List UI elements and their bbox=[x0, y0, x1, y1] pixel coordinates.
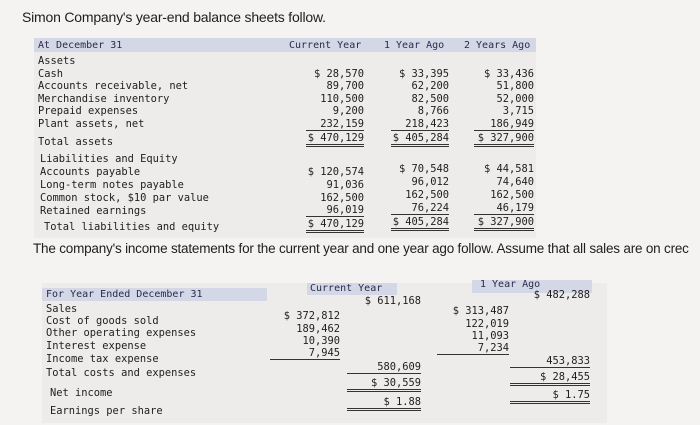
eps-label: Earnings per share bbox=[50, 405, 163, 417]
cost-current: $ 372,812 bbox=[283, 310, 340, 322]
cell-one-year: 218,423 bbox=[391, 118, 449, 131]
sales-prior: $ 482,288 bbox=[533, 289, 590, 301]
total-assets-current: $ 470,129 bbox=[306, 132, 364, 147]
header-current-year: Current Year bbox=[310, 283, 383, 294]
income-statement-table bbox=[42, 279, 607, 423]
cell-two-years: 52,000 bbox=[496, 93, 534, 105]
net-income-label: Net income bbox=[50, 387, 113, 399]
row-label: Income tax expense bbox=[46, 353, 159, 365]
assets-heading: Assets bbox=[38, 55, 76, 67]
cell-current: 232,159 bbox=[306, 118, 364, 131]
cell-current: 91,036 bbox=[326, 179, 364, 191]
cell-current: 110,500 bbox=[320, 93, 364, 105]
intro-text: Simon Company's year-end balance sheets follow. bbox=[22, 9, 326, 25]
total-costs-label: Total costs and expenses bbox=[46, 367, 197, 379]
cell-two-years: $ 33,436 bbox=[483, 68, 534, 80]
total-assets-one-year: $ 405,284 bbox=[391, 132, 449, 147]
row-label: Common stock, $10 par value bbox=[40, 192, 209, 204]
cell-current: 9,200 bbox=[332, 105, 364, 117]
cell-current: $ 120,574 bbox=[307, 166, 364, 178]
cell-current: 89,700 bbox=[326, 80, 364, 92]
cell-current: 96,019 bbox=[306, 204, 364, 217]
cell-one-year: 96,012 bbox=[411, 176, 449, 188]
net-income-current: $ 30,559 bbox=[347, 377, 421, 392]
total-costs-current: 580,609 bbox=[347, 361, 421, 374]
row-label: Interest expense bbox=[46, 340, 147, 352]
cell-two-years: 46,179 bbox=[474, 202, 534, 215]
balance-sheet-table bbox=[34, 38, 536, 238]
row-label: Long-term notes payable bbox=[40, 179, 184, 191]
cost-current: 10,390 bbox=[302, 335, 340, 347]
cost-prior: $ 313,487 bbox=[452, 305, 509, 317]
row-label: Accounts payable bbox=[40, 166, 141, 178]
net-income-prior: $ 28,455 bbox=[510, 371, 590, 386]
eps-current: $ 1.88 bbox=[347, 396, 421, 411]
total-assets-label: Total assets bbox=[38, 136, 114, 148]
sales-current: $ 611,168 bbox=[364, 295, 421, 307]
header-for-year-ended: For Year Ended December 31 bbox=[46, 289, 203, 300]
row-label: Cost of goods sold bbox=[46, 315, 159, 327]
row-label: Retained earnings bbox=[40, 205, 147, 217]
cell-one-year: 62,200 bbox=[411, 80, 449, 92]
cell-two-years: 3,715 bbox=[502, 105, 534, 117]
income-intro-text: The company's income statements for the current year and one year ago follow. Assume that all sales are on crec bbox=[33, 241, 689, 256]
header-one-year-ago: 1 Year Ago bbox=[480, 279, 541, 290]
total-liabilities-current: $ 470,129 bbox=[306, 218, 364, 233]
cost-current: 189,462 bbox=[296, 323, 340, 335]
cell-one-year: 8,766 bbox=[417, 105, 449, 117]
cell-one-year: 76,224 bbox=[391, 202, 449, 215]
header-current-year: Current Year bbox=[289, 40, 362, 51]
cost-prior: 7,234 bbox=[437, 342, 509, 355]
cell-two-years: $ 44,581 bbox=[483, 163, 534, 175]
cell-current: 162,500 bbox=[320, 192, 364, 204]
total-liabilities-two-years: $ 327,900 bbox=[474, 216, 534, 231]
cell-one-year: $ 33,395 bbox=[398, 68, 449, 80]
cell-one-year: $ 70,548 bbox=[398, 163, 449, 175]
row-label: Plant assets, net bbox=[38, 118, 145, 130]
cell-two-years: 51,800 bbox=[496, 80, 534, 92]
row-label: Accounts receivable, net bbox=[38, 80, 189, 92]
header-one-year-ago: 1 Year Ago bbox=[384, 40, 445, 51]
cell-one-year: 162,500 bbox=[405, 189, 449, 201]
cell-two-years: 162,500 bbox=[490, 189, 534, 201]
liabilities-heading: Liabilities and Equity bbox=[40, 153, 178, 165]
cell-current: $ 28,570 bbox=[313, 68, 364, 80]
total-liabilities-one-year: $ 405,284 bbox=[391, 216, 449, 231]
row-label: Other operating expenses bbox=[46, 327, 197, 339]
header-two-years-ago: 2 Years Ago bbox=[464, 40, 531, 51]
row-label: Merchandise inventory bbox=[38, 93, 170, 105]
cost-current: 7,945 bbox=[270, 347, 340, 360]
total-costs-prior: 453,833 bbox=[510, 355, 590, 368]
total-liabilities-label: Total liabilities and equity bbox=[44, 221, 220, 233]
cell-two-years: 74,640 bbox=[496, 176, 534, 188]
row-label: Prepaid expenses bbox=[38, 105, 139, 117]
total-assets-two-years: $ 327,900 bbox=[474, 132, 534, 147]
eps-prior: $ 1.75 bbox=[510, 389, 590, 404]
header-at-december: At December 31 bbox=[38, 40, 123, 51]
cell-two-years: 186,949 bbox=[474, 118, 534, 131]
cell-one-year: 82,500 bbox=[411, 93, 449, 105]
row-label: Cash bbox=[38, 68, 64, 80]
sales-label: Sales bbox=[46, 303, 78, 315]
cost-prior: 122,019 bbox=[465, 318, 509, 330]
cost-prior: 11,093 bbox=[471, 330, 509, 342]
